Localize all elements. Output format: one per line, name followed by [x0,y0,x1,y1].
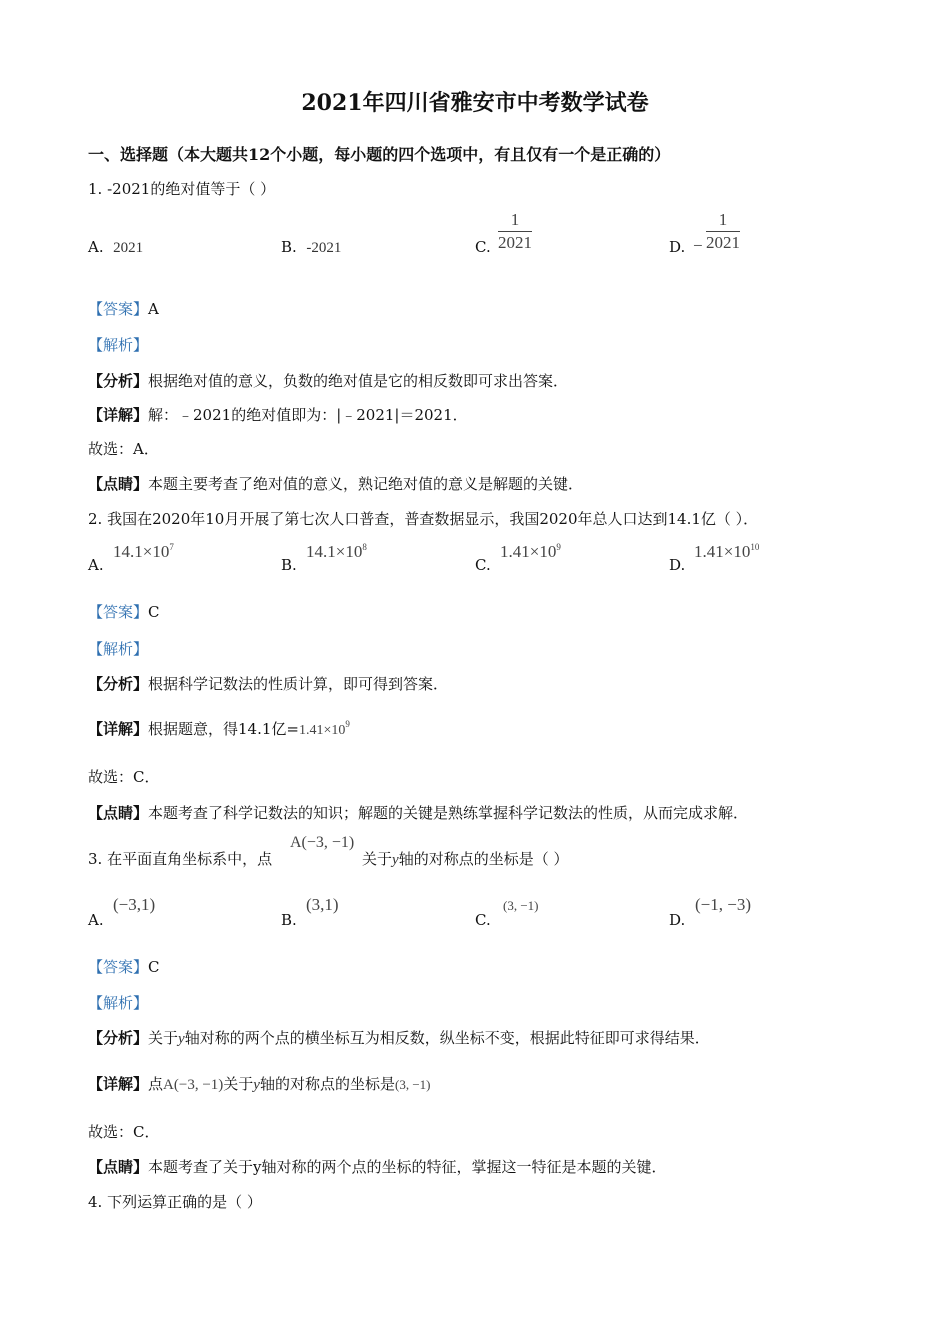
answer-value: C [148,958,160,976]
section-heading: 一、选择题（本大题共12个小题，每小题的四个选项中，有且仅有一个是正确的） [88,145,671,164]
option-label: B. [281,238,297,256]
q2-option-c-label: C. [475,556,491,574]
q3-stem-rest: 关于y轴的对称点的坐标是（ ） [362,850,569,868]
fenxi-tag: 【分析】 [88,675,149,693]
q3-option-b: (3,1) [306,895,339,914]
fraction-denominator: 2021 [706,233,740,252]
q3-option-d: (−1, −3) [695,895,751,914]
q3-option-c-label: C. [475,911,491,929]
q3-stem-prefix: 3. 在平面直角坐标系中，点 [88,850,273,868]
q1-stem: 1. -2021的绝对值等于（ ） [88,180,276,198]
xiangjie-text: 根据题意，得14.1亿= [148,720,299,738]
fenxi-tag: 【分析】 [88,1029,149,1047]
q3-option-c: (3, −1) [503,898,539,913]
q2-option-d: $1.41\times 10^{10}$ [694,542,760,561]
dianjing-text: 本题主要考查了绝对值的意义，熟记绝对值的意义是解题的关键． [148,475,584,493]
dianjing-tag: 【点睛】 [88,804,149,822]
answer-value: A [148,300,159,318]
q3-option-b-label: B. [281,911,297,929]
answer-tag: 【答案】 [88,603,149,621]
answer-tag: 【答案】 [88,958,149,976]
answer-value: C [148,603,160,621]
q1-option-d-sign: − [693,236,703,255]
q1-option-b [281,238,341,257]
q2-option-a-label: A. [88,556,104,574]
dianjing-tag: 【点睛】 [88,1158,149,1176]
q3-stem-point: A(−3, −1) [290,834,355,851]
q2-dianjing [88,802,748,823]
q3-xiangjie: 【详解】点A(−3, −1)关于y轴的对称点的坐标是(3, −1) [88,1075,431,1093]
q2-option-c: $1.41\times 10^9$ [500,542,561,561]
q2-option-b-label: B. [281,556,297,574]
q1-xiangjie [88,404,468,425]
q1-guxuan: 故选：A． [88,440,159,458]
option-label: A. [88,238,104,256]
q3-jiexi-tag: 【解析】 [88,994,149,1012]
fraction-denominator: 2021 [498,233,532,252]
q1-answer [88,298,159,319]
answer-tag: 【答案】 [88,300,149,318]
dianjing-tag: 【点睛】 [88,475,149,493]
q2-fenxi [88,673,448,694]
q1-fenxi [88,370,568,391]
q2-guxuan: 故选：C． [88,768,160,786]
dianjing-text: 本题考查了关于y轴对称的两个点的坐标的特征，掌握这一特征是本题的关键． [148,1158,667,1176]
fenxi-text: 根据科学记数法的性质计算，即可得到答案． [148,675,449,693]
q3-option-a: (−3,1) [113,895,156,914]
q4-stem: 4. 下列运算正确的是（ ） [88,1193,262,1211]
q3-fenxi: 【分析】关于y轴对称的两个点的横坐标互为相反数，纵坐标不变，根据此特征即可求得结果． [88,1029,710,1047]
xiangjie-tag: 【详解】 [88,720,149,738]
q2-answer [88,601,160,622]
q2-jiexi-tag: 【解析】 [88,640,149,658]
dianjing-text: 本题考查了科学记数法的知识；解题的关键是熟练掌握科学记数法的性质，从而完成求解． [148,804,749,822]
fraction-numerator: 1 [498,210,532,232]
q3-option-a-label: A. [88,911,104,929]
q3-option-d-label: D. [669,911,686,929]
xiangjie-math: $1.41\times 10^9$ [298,719,350,738]
q3-dianjing [88,1156,667,1177]
option-value: -2021 [306,240,342,256]
q1-jiexi-tag: 【解析】 [88,336,149,354]
q2-option-d-label: D. [669,556,686,574]
q2-stem: 2. 我国在2020年10月开展了第七次人口普查，普查数据显示，我国2020年总人口达到14.1亿（ ）． [88,510,759,528]
q3-answer [88,956,160,977]
q1-option-a [88,238,143,257]
q1-option-d-label: D. [669,238,686,256]
q2-xiangjie [88,718,350,739]
xiangjie-tag: 【详解】 [88,406,149,424]
q2-option-b: $14.1\times 10^8$ [306,542,367,561]
q1-option-c-fraction [498,210,532,253]
fenxi-text: 根据绝对值的意义，负数的绝对值是它的相反数即可求出答案． [148,372,569,390]
q1-dianjing [88,473,583,494]
q2-option-a: $14.1\times 10^7$ [113,542,174,561]
q1-option-d-fraction [706,210,740,253]
page-title: 2021年四川省雅安市中考数学试卷 [301,90,649,116]
fraction-numerator: 1 [706,210,740,232]
q3-guxuan: 故选：C． [88,1123,160,1141]
option-value: 2021 [113,240,144,256]
xiangjie-text: 解：﹣2021的绝对值即为：|﹣2021|＝2021． [148,406,468,424]
fenxi-tag: 【分析】 [88,372,149,390]
xiangjie-tag: 【详解】 [88,1075,149,1093]
q1-option-c-label: C. [475,238,491,256]
